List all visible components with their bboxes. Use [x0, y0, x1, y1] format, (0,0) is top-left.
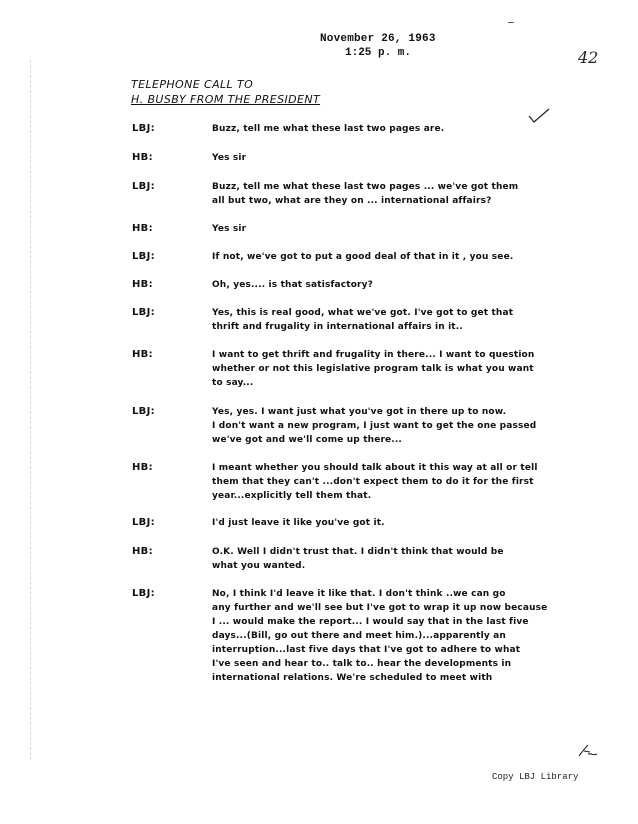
- utterance-line: No, I think I'd leave it like that. I don't think ..we can go: [212, 589, 506, 599]
- utterance-text: [212, 180, 602, 208]
- utterance-text: [212, 151, 602, 165]
- speaker-label: LBJ:: [132, 251, 155, 262]
- utterance-line: Buzz, tell me what these last two pages are.: [212, 124, 445, 134]
- utterance-line: thrift and frugality in international affairs in it..: [212, 322, 463, 332]
- utterance-text: [212, 348, 602, 390]
- utterance-line: we've got and we'll come up there...: [212, 435, 403, 445]
- header-time: 1:25 p. m.: [345, 47, 412, 59]
- utterance-line: all but two, what are they on ... international affairs?: [212, 196, 492, 206]
- utterance-line: interruption...last five days that I've got to adhere to what: [212, 645, 521, 655]
- speaker-label: LBJ:: [132, 406, 155, 417]
- speaker-label: LBJ:: [132, 123, 155, 134]
- utterance-line: what you wanted.: [212, 561, 306, 571]
- speaker-label: LBJ:: [132, 307, 155, 318]
- utterance-text: [212, 250, 602, 264]
- scan-tick-mark: [508, 22, 514, 23]
- speaker-label: LBJ:: [132, 517, 155, 528]
- speaker-label: HB:: [132, 462, 153, 473]
- title-line-2: H. BUSBY FROM THE PRESIDENT: [131, 93, 321, 106]
- utterance-text: [212, 405, 602, 447]
- speaker-label: HB:: [132, 349, 153, 360]
- document-title: [131, 77, 320, 107]
- utterance-line: to say...: [212, 378, 254, 388]
- speaker-label: LBJ:: [132, 588, 155, 599]
- utterance-text: [212, 122, 602, 136]
- handwritten-initials-icon: [576, 742, 600, 765]
- library-stamp: Copy LBJ Library: [492, 772, 579, 782]
- utterance-line: If not, we've got to put a good deal of that in it , you see.: [212, 252, 514, 262]
- utterance-line: Yes, this is real good, what we've got. I've got to get that: [212, 308, 514, 318]
- utterance-line: Yes sir: [212, 224, 247, 234]
- utterance-line: Oh, yes.... is that satisfactory?: [212, 280, 373, 290]
- speaker-label: HB:: [132, 223, 153, 234]
- utterance-line: whether or not this legislative program talk is what you want: [212, 364, 534, 374]
- utterance-line: days...(Bill, go out there and meet him.)...apparently an: [212, 631, 506, 641]
- speaker-label: HB:: [132, 152, 153, 163]
- utterance-line: international relations. We're scheduled to meet with: [212, 673, 493, 683]
- utterance-text: [212, 516, 602, 530]
- utterance-line: I'd just leave it like you've got it.: [212, 518, 385, 528]
- utterance-line: any further and we'll see but I've got to wrap it up now because: [212, 603, 548, 613]
- utterance-line: year...explicitly tell them that.: [212, 491, 372, 501]
- scan-edge-marks: [30, 60, 33, 760]
- utterance-line: I ... would make the report... I would say that in the last five: [212, 617, 529, 627]
- handwritten-page-number: 42: [578, 48, 599, 67]
- utterance-line: I meant whether you should talk about it this way at all or tell: [212, 463, 538, 473]
- utterance-text: [212, 278, 602, 292]
- utterance-line: Yes sir: [212, 153, 247, 163]
- utterance-line: I want to get thrift and frugality in there... I want to question: [212, 350, 535, 360]
- speaker-label: HB:: [132, 546, 153, 557]
- utterance-text: [212, 306, 602, 334]
- utterance-text: [212, 461, 602, 503]
- utterance-line: Yes, yes. I want just what you've got in there up to now.: [212, 407, 507, 417]
- header-date: November 26, 1963: [320, 33, 436, 45]
- utterance-text: [212, 587, 602, 685]
- speaker-label: HB:: [132, 279, 153, 290]
- utterance-line: O.K. Well I didn't trust that. I didn't think that would be: [212, 547, 504, 557]
- utterance-line: I don't want a new program, I just want to get the one passed: [212, 421, 537, 431]
- speaker-label: LBJ:: [132, 181, 155, 192]
- utterance-line: them that they can't ...don't expect them to do it for the first: [212, 477, 534, 487]
- utterance-text: [212, 222, 602, 236]
- utterance-line: I've seen and hear to.. talk to.. hear the developments in: [212, 659, 512, 669]
- title-line-1: TELEPHONE CALL TO: [131, 78, 254, 91]
- utterance-text: [212, 545, 602, 573]
- utterance-line: Buzz, tell me what these last two pages ... we've got them: [212, 182, 519, 192]
